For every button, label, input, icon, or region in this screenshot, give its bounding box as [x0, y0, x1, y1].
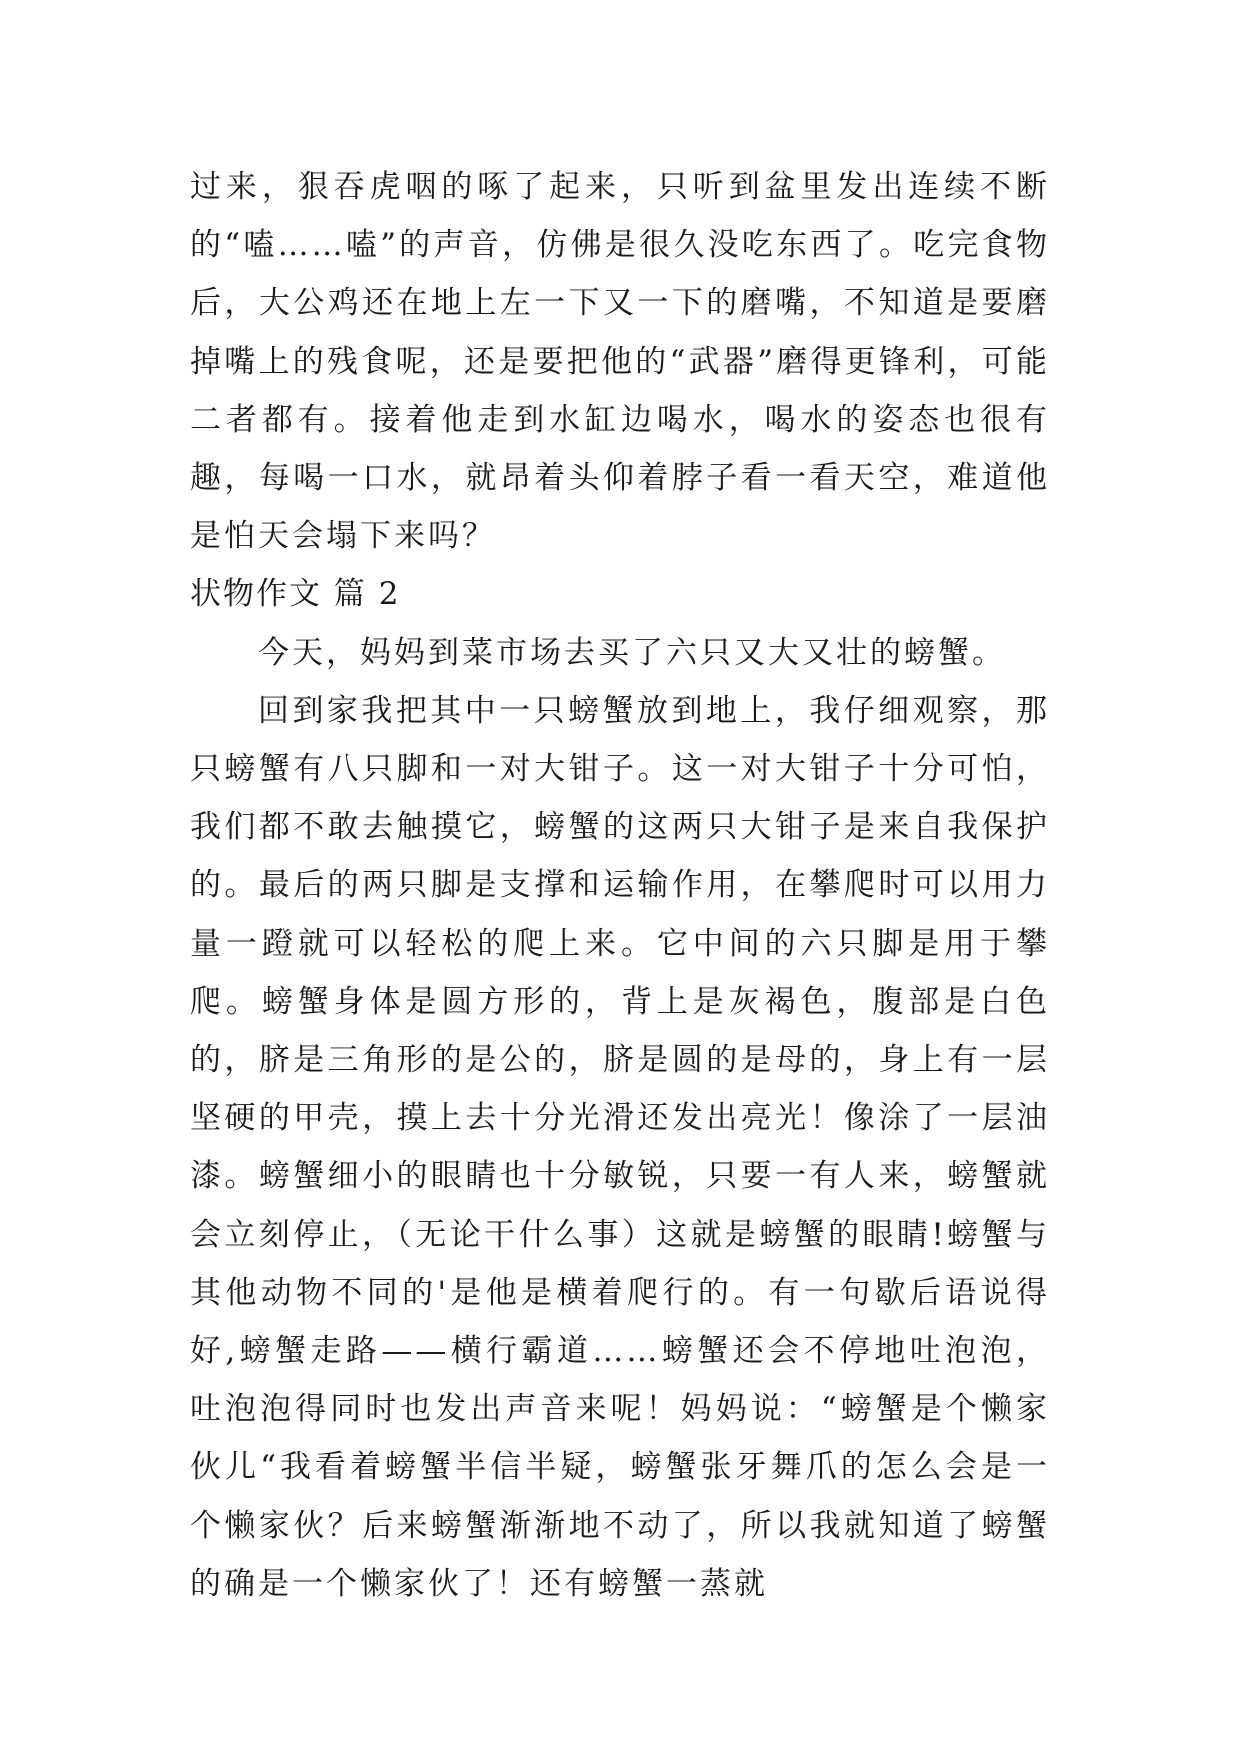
section-heading: 状物作文 篇 2: [190, 576, 401, 613]
continuation-paragraph: 过来，狠吞虎咽的啄了起来，只听到盆里发出连续不断的“嗑……嗑”的声音，仿佛是很久没吃东西了。吃完食物后，大公鸡还在地上左一下又一下的磨嘴，不知道是要磨掉嘴上的残食呢，还是要把他的“武器”磨得更锋利，可能二者都有。接着他走到水缸边喝水，喝水的姿态也很有趣，每喝一口水，就昂着头仰着脖子看一看天空，难道他是怕天会塌下来吗？: [190, 169, 1050, 555]
document-body: [190, 158, 1050, 1613]
paragraph-observation: 回到家我把其中一只螃蟹放到地上，我仔细观察，那只螃蟹有八只脚和一对大钳子。这一对大钳子十分可怕，我们都不敢去触摸它，螃蟹的这两只大钳子是来自我保护的。最后的两只脚是支撑和运输作用，在攀爬时可以用力量一蹬就可以轻松的爬上来。它中间的六只脚是用于攀爬。螃蟹身体是圆方形的，背上是灰褐色，腹部是白色的，脐是三角形的是公的，脐是圆的是母的，身上有一层坚硬的甲壳，摸上去十分光滑还发出亮光！像涂了一层油漆。螃蟹细小的眼睛也十分敏锐，只要一有人来，螃蟹就会立刻停止，（无论干什么事）这就是螃蟹的眼睛!螃蟹与其他动物不同的'是他是横着爬行的。有一句歇后语说得好,螃蟹走路——横行霸道……螃蟹还会不停地吐泡泡，吐泡泡得同时也发出声音来呢！妈妈说：“螃蟹是个懒家伙儿“我看着螃蟹半信半疑，螃蟹张牙舞爪的怎么会是一个懒家伙？后来螃蟹渐渐地不动了，所以我就知道了螃蟹的确是一个懒家伙了！还有螃蟹一蒸就: [190, 692, 1050, 1602]
paragraph-intro: 今天，妈妈到菜市场去买了六只又大又壮的螃蟹。: [258, 634, 1006, 671]
